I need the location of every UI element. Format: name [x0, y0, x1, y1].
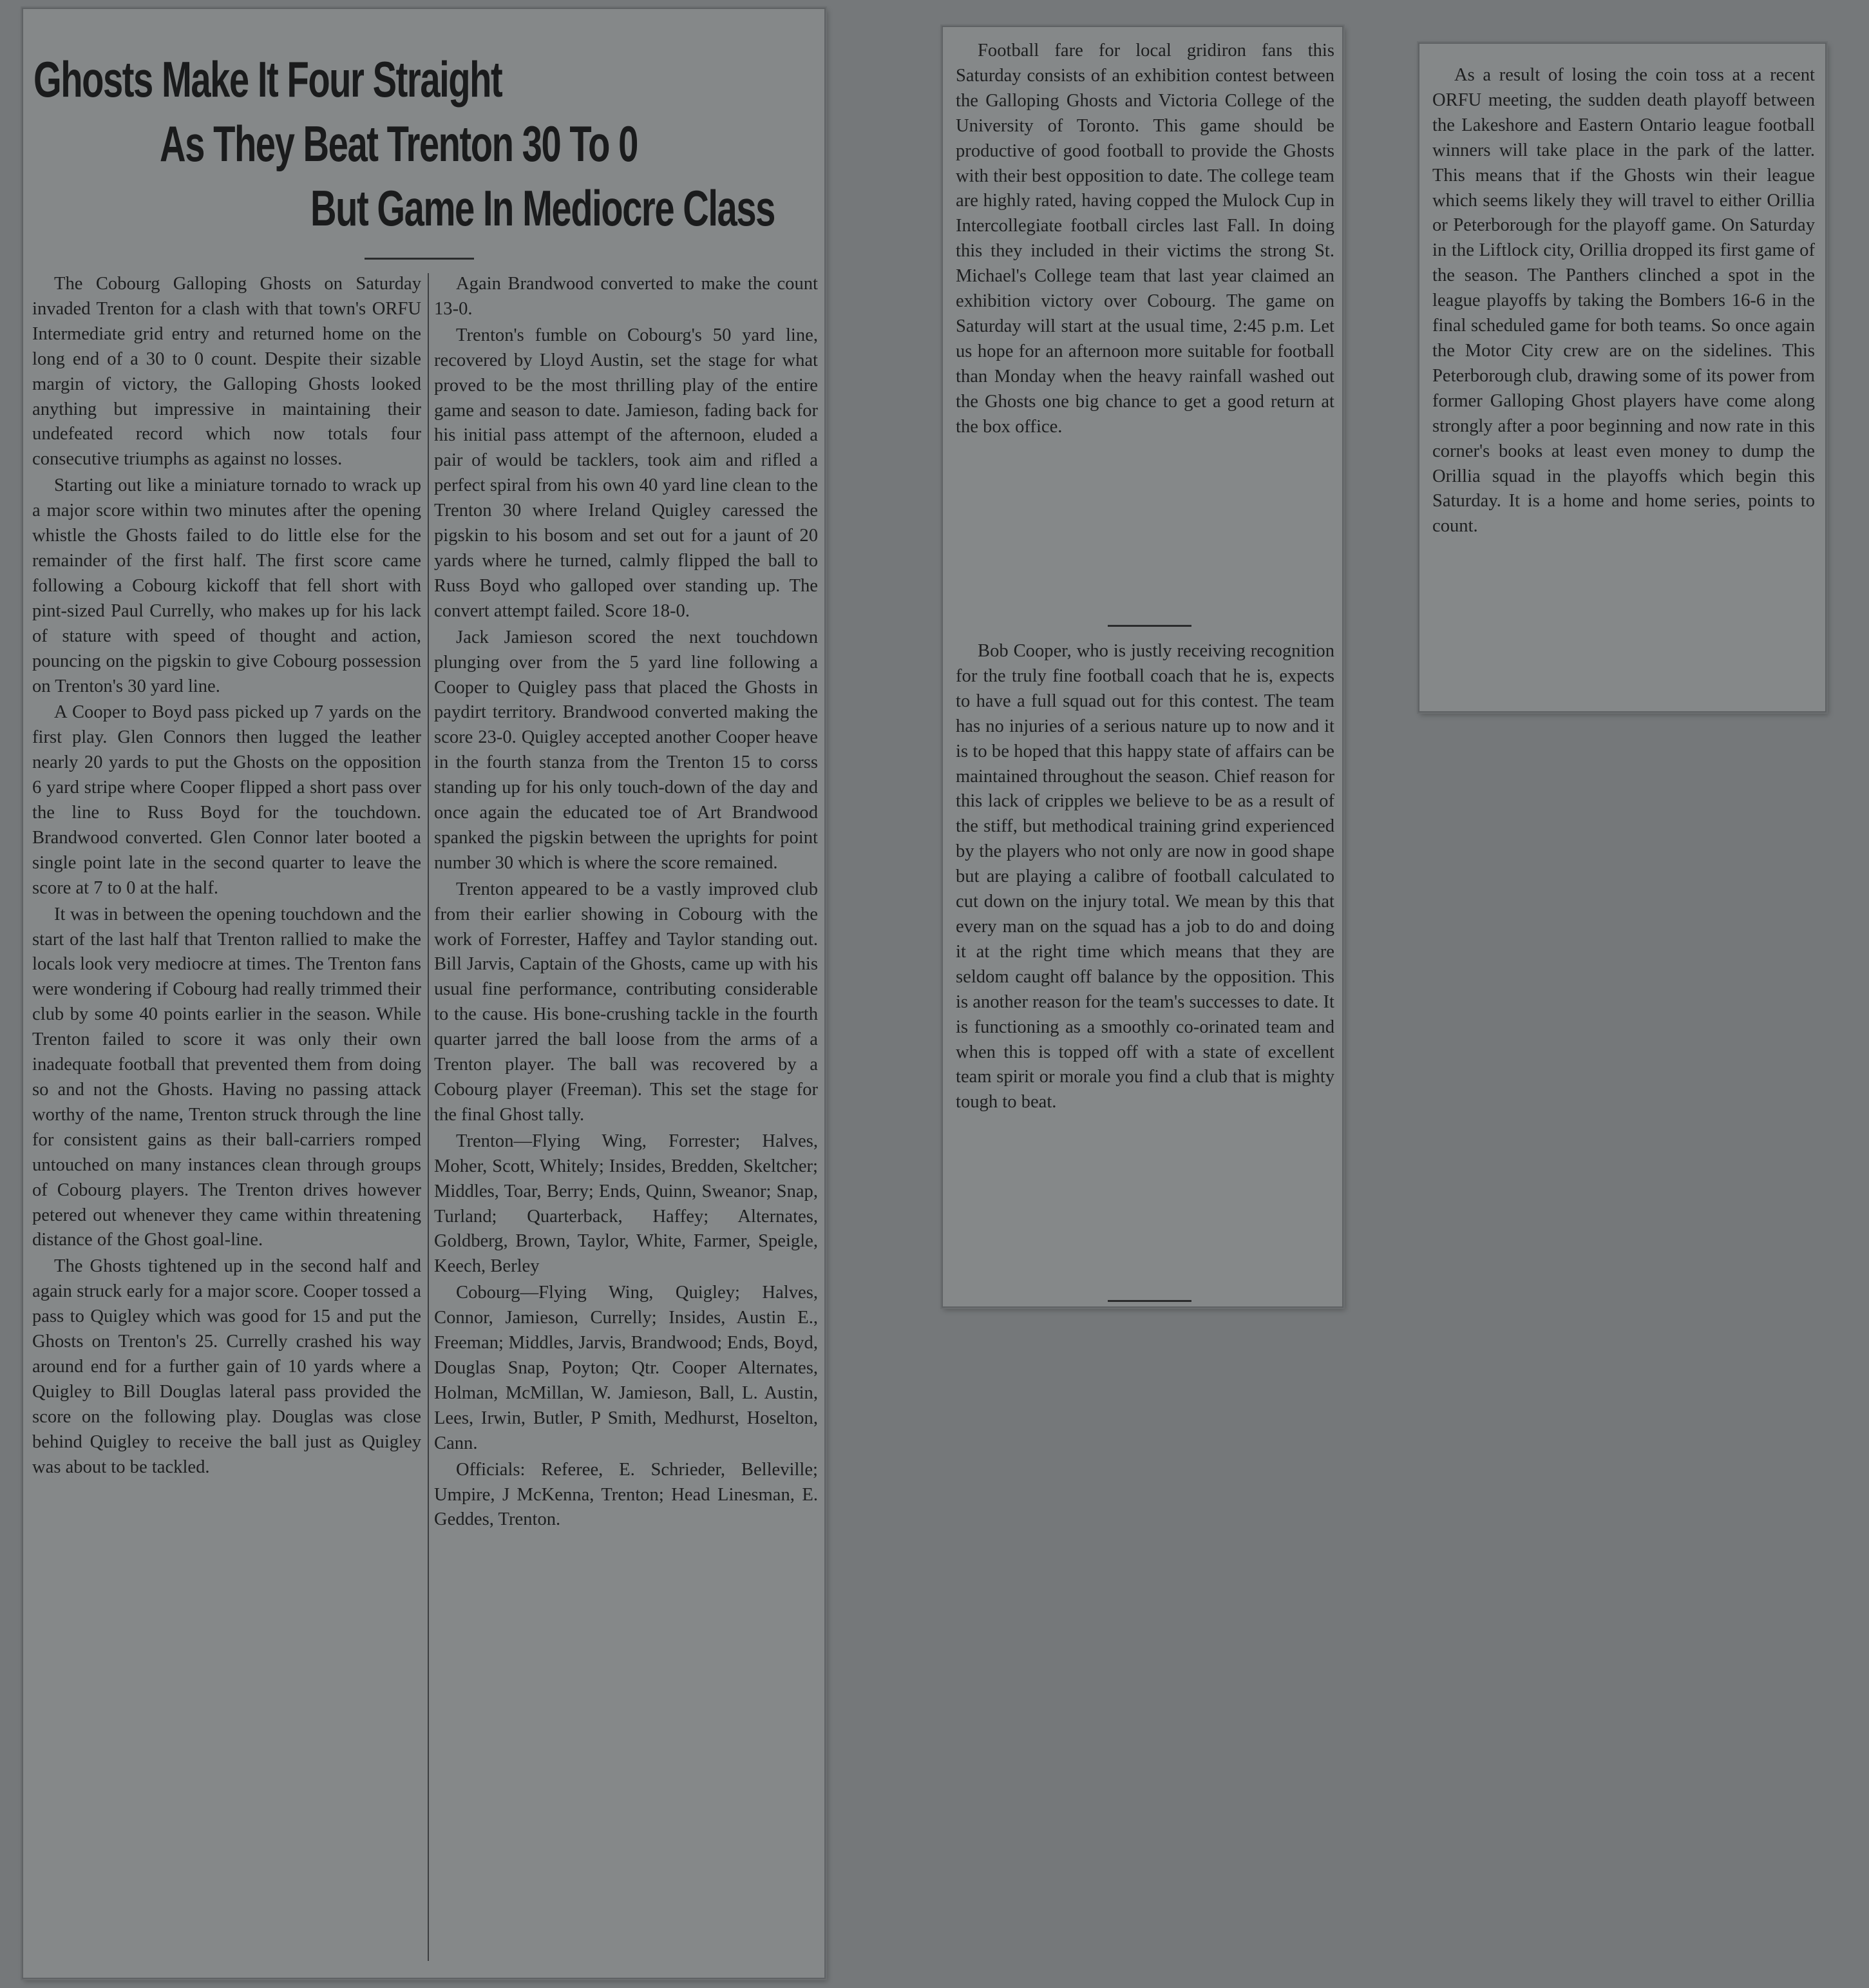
paragraph: As a result of losing the coin toss at a recent ORFU meeting, the sudden death playoff between the Lakeshore and Eastern Ontario league football winners will take place in the park of the latter. This means that if the Ghosts win their league which seems likely they will travel to either Orillia or Peterborough for the playoff game. On Saturday in the Liftlock city, Orillia dropped its first game of the season. The Panthers clinched a spot in the league playoffs by taking the Bombers 16-6 in the final scheduled game for both teams. So once again the Motor City crew are on the sidelines. This Peterborough club, drawing some of its power from former Galloping Ghost players have come along strongly after a poor beginning and now rate in this corner's books at least even money to dump the Orillia squad in the playoffs which begin this Saturday. It is a home and home series, points to count.: [1432, 65, 1815, 537]
headline-divider: [365, 258, 474, 260]
paragraph: The Cobourg Galloping Ghosts on Saturday invaded Trenton for a clash with that town's ORFU Intermediate grid entry and returned home on the long end of a 30 to 0 count. Despite their sizable margin of victory, the Galloping Ghosts looked anything but impressive in maintaining their undefeated record which now totals four consecutive triumphs as against no losses.: [32, 274, 421, 470]
paragraph: Starting out like a miniature tornado to wrack up a major score within two minutes after the opening whistle the Ghosts failed to do little else for the remainder of the first half. The first score came following a Cobourg kickoff that fell short with pint-sized Paul Currelly, who makes up for his lack of stature with speed of thought and action, pouncing on the pigskin to give Cobourg possession on Trenton's 30 yard line.: [32, 475, 421, 696]
clipping-playoff-note: [1418, 43, 1826, 712]
article-column: [1432, 63, 1815, 707]
article-column: [956, 639, 1334, 1296]
paragraph: Cobourg—Flying Wing, Quigley; Halves, Connor, Jamieson, Currelly; Insides, Austin E., Freeman; Middles, Jarvis, Brandwood; Ends, Boyd, Douglas Snap, Poyton; Qtr. Cooper Alternates, Holman, McMillan, W. Jamieson, Ball, L. Austin, Lees, Irwin, Butler, P Smith, Medhurst, Hoselton, Cann.: [434, 1283, 818, 1453]
headline-line-1: Ghosts Make It Four Straight: [33, 51, 502, 108]
section-divider: [1108, 625, 1191, 627]
paragraph: Trenton appeared to be a vastly improved club from their earlier showing in Cobourg with the work of Forrester, Haffey and Taylor standing out. Bill Jarvis, Captain of the Ghosts, came up with his usual fine performance, contributing considerable to the cause. His bone-crushing tackle in the fourth quarter jarred the ball loose from the arms of a Trenton player. The ball was recovered by a Cobourg player (Freeman). This set the stage for the final Ghost tally.: [434, 879, 818, 1125]
article-column: [956, 39, 1334, 612]
section-divider: [1108, 1300, 1191, 1302]
column-divider: [428, 273, 429, 1961]
paragraph: The Ghosts tightened up in the second half and again struck early for a major score. Cooper tossed a pass to Quigley which was good for 15 and put the Ghosts on Trenton's 25. Currelly crashed his way around end for a further gain of 10 yards where a Quigley to Bill Douglas lateral pass provided the score on the following play. Douglas was close behind Quigley to receive the ball just as Quigley was about to be tackled.: [32, 1256, 421, 1477]
paragraph: Bob Cooper, who is justly receiving recognition for the truly fine football coach that he is, expects to have a full squad out for this contest. The team has no injuries of a serious nature up to now and it is to be hoped that this happy state of affairs can be maintained throughout the season. Chief reason for this lack of cripples we believe to be as a result of the stiff, but methodical training grind experienced by the players who not only are now in good shape but are playing a calibre of football calculated to cut down on the injury total. We mean by this that every man on the squad has a job to do and doing it at the right time which means that they are seldom caught off balance by the opposition. This is another reason for the team's successes to date. It is functioning as a smoothly co-orinated team and when this is topped off with a state of excellent team spirit or morale you find a club that is mighty tough to beat.: [956, 641, 1334, 1113]
paragraph: Again Brandwood converted to make the count 13-0.: [434, 274, 818, 319]
clipping-game-report: [22, 8, 826, 1979]
headline-line-3: But Game In Mediocre Class: [310, 180, 775, 236]
article-column-2: [434, 272, 818, 1973]
clipping-exhibition-note: [942, 26, 1343, 1308]
headline-line-2: As They Beat Trenton 30 To 0: [160, 115, 638, 172]
paragraph: Jack Jamieson scored the next touchdown plunging over from the 5 yard line following a Cooper to Quigley pass that placed the Ghosts in paydirt territory. Brandwood converted making the score 23-0. Quigley accepted another Cooper heave in the fourth stanza from the Trenton 15 to corss standing up for his only touch-down of the day and once again the educated toe of Art Brandwood spanked the pigskin between the uprights for point number 30 which is where the score remained.: [434, 627, 818, 873]
article-column-1: [32, 272, 421, 1973]
paragraph: Trenton's fumble on Cobourg's 50 yard line, recovered by Lloyd Austin, set the stage for what proved to be the most thrilling play of the entire game and season to date. Jamieson, fading back for his initial pass attempt of the afternoon, eluded a pair of would be tacklers, took aim and rifled a perfect spiral from his own 40 yard line clean to the Trenton 30 where Ireland Quigley caressed the pigskin to his bosom and set out for a jaunt of 20 yards where he turned, calmly flipped the ball to Russ Boyd who galloped over standing up. The convert attempt failed. Score 18-0.: [434, 325, 818, 621]
paragraph: Trenton—Flying Wing, Forrester; Halves, Moher, Scott, Whitely; Insides, Bredden, Skeltcher; Middles, Toar, Berry; Ends, Quinn, Sweanor; Snap, Turland; Quarterback, Haffey; Alternates, Goldberg, Brown, Taylor, White, Farmer, Speigle, Keech, Berley: [434, 1131, 818, 1277]
paragraph: It was in between the opening touchdown and the start of the last half that Trenton rallied to make the locals look very mediocre at times. The Trenton fans were wondering if Cobourg had really trimmed their club by some 40 points earlier in the season. While Trenton failed to score it was only their own inadequate football that prevented them from doing so and not the Ghosts. Having no passing attack worthy of the name, Trenton struck through the line for consistent gains as their ball-carriers romped untouched on many instances clean through groups of Cobourg players. The Trenton drives however petered out whenever they came within threatening distance of the Ghost goal-line.: [32, 904, 421, 1250]
paragraph: Officials: Referee, E. Schrieder, Belleville; Umpire, J McKenna, Trenton; Head Linesman, E. Geddes, Trenton.: [434, 1459, 818, 1530]
paragraph: A Cooper to Boyd pass picked up 7 yards on the first play. Glen Connors then lugged the leather nearly 20 yards to put the Ghosts on the opposition 6 yard stripe where Cooper flipped a short pass over the line to Russ Boyd for the touchdown. Brandwood converted. Glen Connor later booted a single point late in the second quarter to leave the score at 7 to 0 at the half.: [32, 702, 421, 898]
paragraph: Football fare for local gridiron fans this Saturday consists of an exhibition contest between the Galloping Ghosts and Victoria College of the University of Toronto. This game should be productive of good football to provide the Ghosts with their best opposition to date. The college team are highly rated, having copped the Mulock Cup in Intercollegiate football circles last Fall. In doing this they included in their victims the strong St. Michael's College team that last year claimed an exhibition victory over Cobourg. The game on Saturday will start at the usual time, 2:45 p.m. Let us hope for an afternoon more suitable for football than Monday when the heavy rainfall washed out the Ghosts one big chance to get a good return at the box office.: [956, 41, 1334, 437]
